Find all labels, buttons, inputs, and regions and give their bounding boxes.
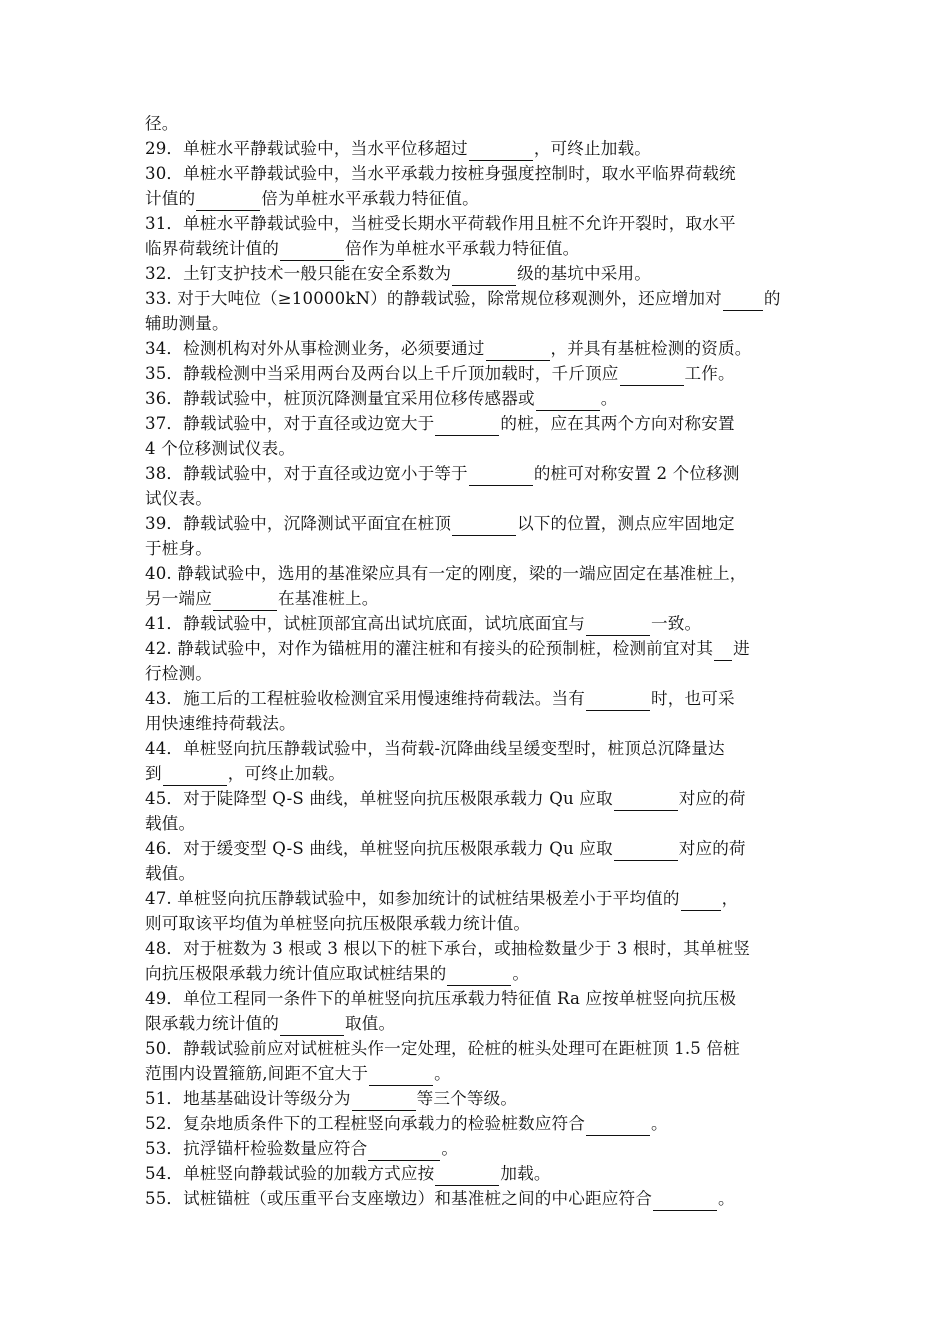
text-line — [145, 286, 810, 311]
line-text: 。 — [600, 389, 618, 408]
line-text: 一致。 — [651, 614, 702, 633]
line-text: 49．单位工程同一条件下的单桩竖向抗压承载力特征值 Ra 应按单桩竖向抗压极 — [145, 989, 737, 1008]
text-line — [145, 486, 810, 511]
line-text: 试仪表。 — [145, 489, 212, 508]
fill-in-blank — [213, 592, 277, 611]
line-text: 29．单桩水平静载试验中，当水平位移超过 — [145, 139, 468, 158]
line-text: 。 — [434, 1064, 451, 1083]
text-line — [145, 1011, 810, 1036]
line-text: 35．静载检测中当采用两台及两台以上千斤顶加载时，千斤顶应 — [145, 364, 619, 383]
line-text: 。 — [717, 1189, 735, 1208]
line-text: 50．静载试验前应对试桩桩头作一定处理，砼桩的桩头处理可在距桩顶 1.5 倍桩 — [145, 1039, 740, 1058]
fill-in-blank — [614, 792, 678, 811]
text-line — [145, 236, 810, 261]
line-text: 限承载力统计值的 — [145, 1014, 279, 1033]
line-text: 载值。 — [145, 864, 196, 883]
document-page — [145, 111, 810, 1211]
line-text: ， — [721, 889, 739, 908]
line-text: 52．复杂地质条件下的工程桩竖向承载力的检验桩数应符合 — [145, 1114, 586, 1133]
line-text: 42. 静载试验中，对作为锚桩用的灌注桩和有接头的砼预制桩，检测前宜对其 — [145, 639, 714, 658]
line-text: 对应的荷 — [678, 839, 746, 858]
line-text: 到 — [145, 764, 162, 783]
line-text: 的桩可对称安置 2 个位移测 — [533, 464, 740, 483]
line-text: 对应的荷 — [678, 789, 746, 808]
line-text: 40. 静载试验中，选用的基准梁应具有一定的刚度，梁的一端应固定在基准桩上， — [145, 564, 747, 583]
line-text: 的 — [763, 289, 781, 308]
line-text: 辅助测量。 — [145, 314, 229, 333]
text-line — [145, 436, 810, 461]
fill-in-blank — [435, 1167, 499, 1186]
fill-in-blank — [586, 1117, 650, 1136]
text-line — [145, 711, 810, 736]
fill-in-blank — [369, 1067, 433, 1086]
text-line — [145, 311, 810, 336]
line-text: 44．单桩竖向抗压静载试验中，当荷载-沉降曲线呈缓变型时，桩顶总沉降量达 — [145, 739, 725, 758]
fill-in-blank — [435, 417, 499, 436]
fill-in-blank — [352, 1092, 416, 1111]
line-text: 33. 对于大吨位（≥10000kN）的静载试验，除常规位移观测外，还应增加对 — [145, 289, 722, 308]
line-text: 以下的位置，测点应牢固地定 — [517, 514, 735, 533]
line-text: 4 个位移测试仪表。 — [145, 439, 296, 458]
line-text: 。 — [441, 1139, 459, 1158]
line-text: 55．试桩锚桩（或压重平台支座墩边）和基准桩之间的中心距应符合 — [145, 1189, 652, 1208]
line-text: 工作。 — [684, 364, 735, 383]
text-line — [145, 836, 810, 861]
fill-in-blank — [586, 692, 650, 711]
fill-in-blank — [653, 1192, 717, 1211]
line-text: 倍作为单桩水平承载力特征值。 — [344, 239, 580, 258]
fill-in-blank — [447, 967, 511, 986]
line-text: 45．对于陡降型 Q-S 曲线，单桩竖向抗压极限承载力 Qu 应取 — [145, 789, 613, 808]
line-text: 径。 — [145, 114, 179, 133]
text-line — [145, 786, 810, 811]
fill-in-blank — [681, 892, 721, 911]
line-text: 53．抗浮锚杆检验数量应符合 — [145, 1139, 368, 1158]
line-text: 时，也可采 — [651, 689, 735, 708]
text-line — [145, 386, 810, 411]
text-line — [145, 1086, 810, 1111]
text-line — [145, 986, 810, 1011]
line-text: 取值。 — [344, 1014, 396, 1033]
text-line — [145, 111, 810, 136]
line-text: 计值的 — [145, 189, 196, 208]
text-line — [145, 761, 810, 786]
line-text: 级的基坑中采用。 — [517, 264, 652, 283]
line-text: 41．静载试验中，试桩顶部宜高出试坑底面，试坑底面宜与 — [145, 614, 586, 633]
text-line — [145, 161, 810, 186]
line-text: 范围内设置箍筋,间距不宜大于 — [145, 1064, 369, 1083]
text-line — [145, 511, 810, 536]
fill-in-blank — [536, 392, 600, 411]
line-text: 的桩，应在其两个方向对称安置 — [500, 414, 735, 433]
text-line — [145, 936, 810, 961]
line-text: 。 — [651, 1114, 668, 1133]
text-line — [145, 261, 810, 286]
fill-in-blank — [723, 292, 763, 311]
line-text: ，可终止加载。 — [533, 139, 652, 158]
fill-in-blank — [452, 267, 516, 286]
line-text: 39．静载试验中，沉降测试平面宜在桩顶 — [145, 514, 452, 533]
line-text: 等三个等级。 — [416, 1089, 518, 1108]
line-text: 43．施工后的工程桩验收检测宜采用慢速维持荷载法。当有 — [145, 689, 586, 708]
text-line — [145, 636, 810, 661]
line-text: 行检测。 — [145, 664, 212, 683]
line-text: 于桩身。 — [145, 539, 212, 558]
fill-in-blank — [196, 192, 260, 211]
fill-in-blank — [469, 142, 533, 161]
fill-in-blank — [486, 342, 550, 361]
line-text: 载值。 — [145, 814, 196, 833]
line-text: 向抗压极限承载力统计值应取试桩结果的 — [145, 964, 447, 983]
line-text: 47. 单桩竖向抗压静载试验中，如参加统计的试桩结果极差小于平均值的 — [145, 889, 680, 908]
line-text: 51．地基基础设计等级分为 — [145, 1089, 351, 1108]
text-line — [145, 661, 810, 686]
text-line — [145, 336, 810, 361]
line-text: 临界荷载统计值的 — [145, 239, 279, 258]
text-line — [145, 811, 810, 836]
text-line — [145, 586, 810, 611]
text-line — [145, 136, 810, 161]
text-line — [145, 911, 810, 936]
line-text: 34．检测机构对外从事检测业务，必须要通过 — [145, 339, 485, 358]
fill-in-blank — [620, 367, 684, 386]
text-line — [145, 861, 810, 886]
text-line — [145, 611, 810, 636]
text-line — [145, 361, 810, 386]
line-text: 38．静载试验中，对于直径或边宽小于等于 — [145, 464, 468, 483]
line-text: 。 — [512, 964, 530, 983]
line-text: 则可取该平均值为单桩竖向抗压极限承载力统计值。 — [145, 914, 531, 933]
line-text: 倍为单桩水平承载力特征值。 — [261, 189, 479, 208]
text-line — [145, 736, 810, 761]
line-text: 31．单桩水平静载试验中，当桩受长期水平荷载作用且桩不允许开裂时，取水平 — [145, 214, 736, 233]
text-line — [145, 961, 810, 986]
line-text: ，并具有基桩检测的资质。 — [550, 339, 752, 358]
text-line — [145, 1136, 810, 1161]
line-text: 加载。 — [500, 1164, 551, 1183]
fill-in-blank — [280, 242, 344, 261]
text-line — [145, 1111, 810, 1136]
line-text: 36．静载试验中，桩顶沉降测量宜采用位移传感器或 — [145, 389, 535, 408]
line-text: 37．静载试验中，对于直径或边宽大于 — [145, 414, 435, 433]
line-text: 46．对于缓变型 Q-S 曲线，单桩竖向抗压极限承载力 Qu 应取 — [145, 839, 613, 858]
line-text: 30．单桩水平静载试验中，当水平承载力按桩身强度控制时，取水平临界荷载统 — [145, 164, 736, 183]
line-text: 用快速维持荷载法。 — [145, 714, 296, 733]
line-text: 32．土钉支护技术一般只能在安全系数为 — [145, 264, 452, 283]
text-line — [145, 886, 810, 911]
text-line — [145, 1161, 810, 1186]
text-line — [145, 211, 810, 236]
fill-in-blank — [469, 467, 533, 486]
text-line — [145, 561, 810, 586]
fill-in-blank — [586, 617, 650, 636]
text-line — [145, 1036, 810, 1061]
text-line — [145, 1186, 810, 1211]
text-line — [145, 411, 810, 436]
text-line — [145, 1061, 810, 1086]
line-text: 54．单桩竖向静载试验的加载方式应按 — [145, 1164, 435, 1183]
line-text: 另一端应 — [145, 589, 212, 608]
text-line — [145, 686, 810, 711]
fill-in-blank — [163, 767, 227, 786]
fill-in-blank — [280, 1017, 344, 1036]
text-line — [145, 461, 810, 486]
line-text: 进 — [733, 639, 750, 658]
text-line — [145, 186, 810, 211]
text-line — [145, 536, 810, 561]
fill-in-blank — [368, 1142, 440, 1161]
line-text: ，可终止加载。 — [227, 764, 345, 783]
line-text: 在基准桩上。 — [277, 589, 379, 608]
fill-in-blank — [714, 642, 732, 661]
fill-in-blank — [614, 842, 678, 861]
fill-in-blank — [452, 517, 516, 536]
line-text: 48．对于桩数为 3 根或 3 根以下的桩下承台，或抽检数量少于 3 根时，其单桩竖 — [145, 939, 751, 958]
